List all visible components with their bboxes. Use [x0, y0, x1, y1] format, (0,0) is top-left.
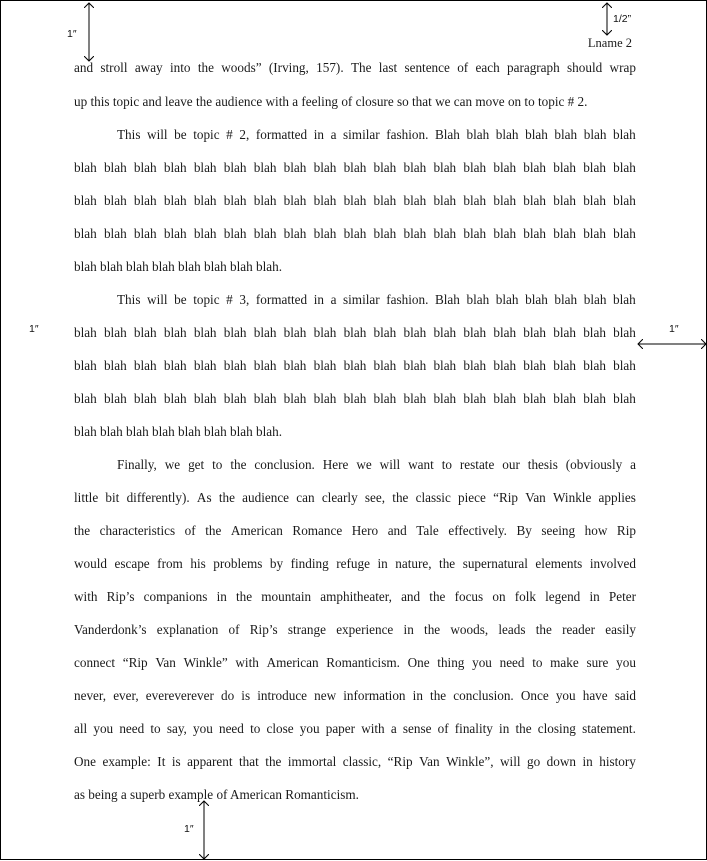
- body-line: This will be topic # 2, formatted in a similar fashion. Blah blah blah blah blah blah blah: [117, 127, 636, 142]
- body-line: and stroll away into the woods” (Irving, 157). The last sentence of each paragraph should wrap: [74, 60, 636, 75]
- body-line: blah blah blah blah blah blah blah blah.: [74, 259, 283, 274]
- bottom-margin-label: 1″: [184, 823, 194, 835]
- body-line: blah blah blah blah blah blah blah blah blah blah blah blah blah blah blah blah blah blah blah: [74, 325, 636, 340]
- body-line: One example: It is apparent that the immortal classic, “Rip Van Winkle”, will go down in history: [74, 754, 636, 769]
- body-line: with Rip’s companions in the mountain amphitheater, and the focus on folk legend in Peter: [74, 589, 636, 604]
- body-line: blah blah blah blah blah blah blah blah blah blah blah blah blah blah blah blah blah blah blah: [74, 160, 636, 175]
- body-line: Vanderdonk’s explanation of Rip’s strange experience in the woods, leads the reader easily: [74, 622, 636, 637]
- body-line: blah blah blah blah blah blah blah blah blah blah blah blah blah blah blah blah blah blah blah: [74, 358, 636, 373]
- running-head: Lname 2: [587, 36, 632, 50]
- body-line: blah blah blah blah blah blah blah blah blah blah blah blah blah blah blah blah blah blah blah: [74, 226, 636, 241]
- body-line: would escape from his problems by finding refuge in nature, the supernatural elements involved: [74, 556, 636, 571]
- body-line: up this topic and leave the audience with a feeling of closure so that we can move on to topic # 2.: [74, 94, 588, 109]
- top-margin-label: 1″: [67, 28, 77, 40]
- body-line: blah blah blah blah blah blah blah blah blah blah blah blah blah blah blah blah blah blah blah: [74, 193, 636, 208]
- left-margin-label: 1″: [29, 323, 39, 335]
- body-line: This will be topic # 3, formatted in a similar fashion. Blah blah blah blah blah blah blah: [117, 292, 636, 307]
- header-margin-label: 1/2”: [613, 13, 632, 25]
- body-line: never, ever, evereverever do is introduce new information in the conclusion. Once you have said: [74, 688, 636, 703]
- right-margin-label: 1″: [669, 323, 679, 335]
- body-line: little bit differently). As the audience can clearly see, the classic piece “Rip Van Winkle applies: [74, 490, 636, 505]
- body-line: Finally, we get to the conclusion. Here we will want to restate our thesis (obviously a: [117, 457, 636, 472]
- body-line: the characteristics of the American Romance Hero and Tale effectively. By seeing how Rip: [74, 523, 636, 538]
- body-line: blah blah blah blah blah blah blah blah.: [74, 424, 283, 439]
- body-line: all you need to say, you need to close you paper with a sense of finality in the closing statement.: [74, 721, 636, 736]
- body-line: blah blah blah blah blah blah blah blah blah blah blah blah blah blah blah blah blah blah blah: [74, 391, 636, 406]
- body-line: connect “Rip Van Winkle” with American Romanticism. One thing you need to make sure you: [74, 655, 636, 670]
- body-line: as being a superb example of American Romanticism.: [74, 787, 359, 802]
